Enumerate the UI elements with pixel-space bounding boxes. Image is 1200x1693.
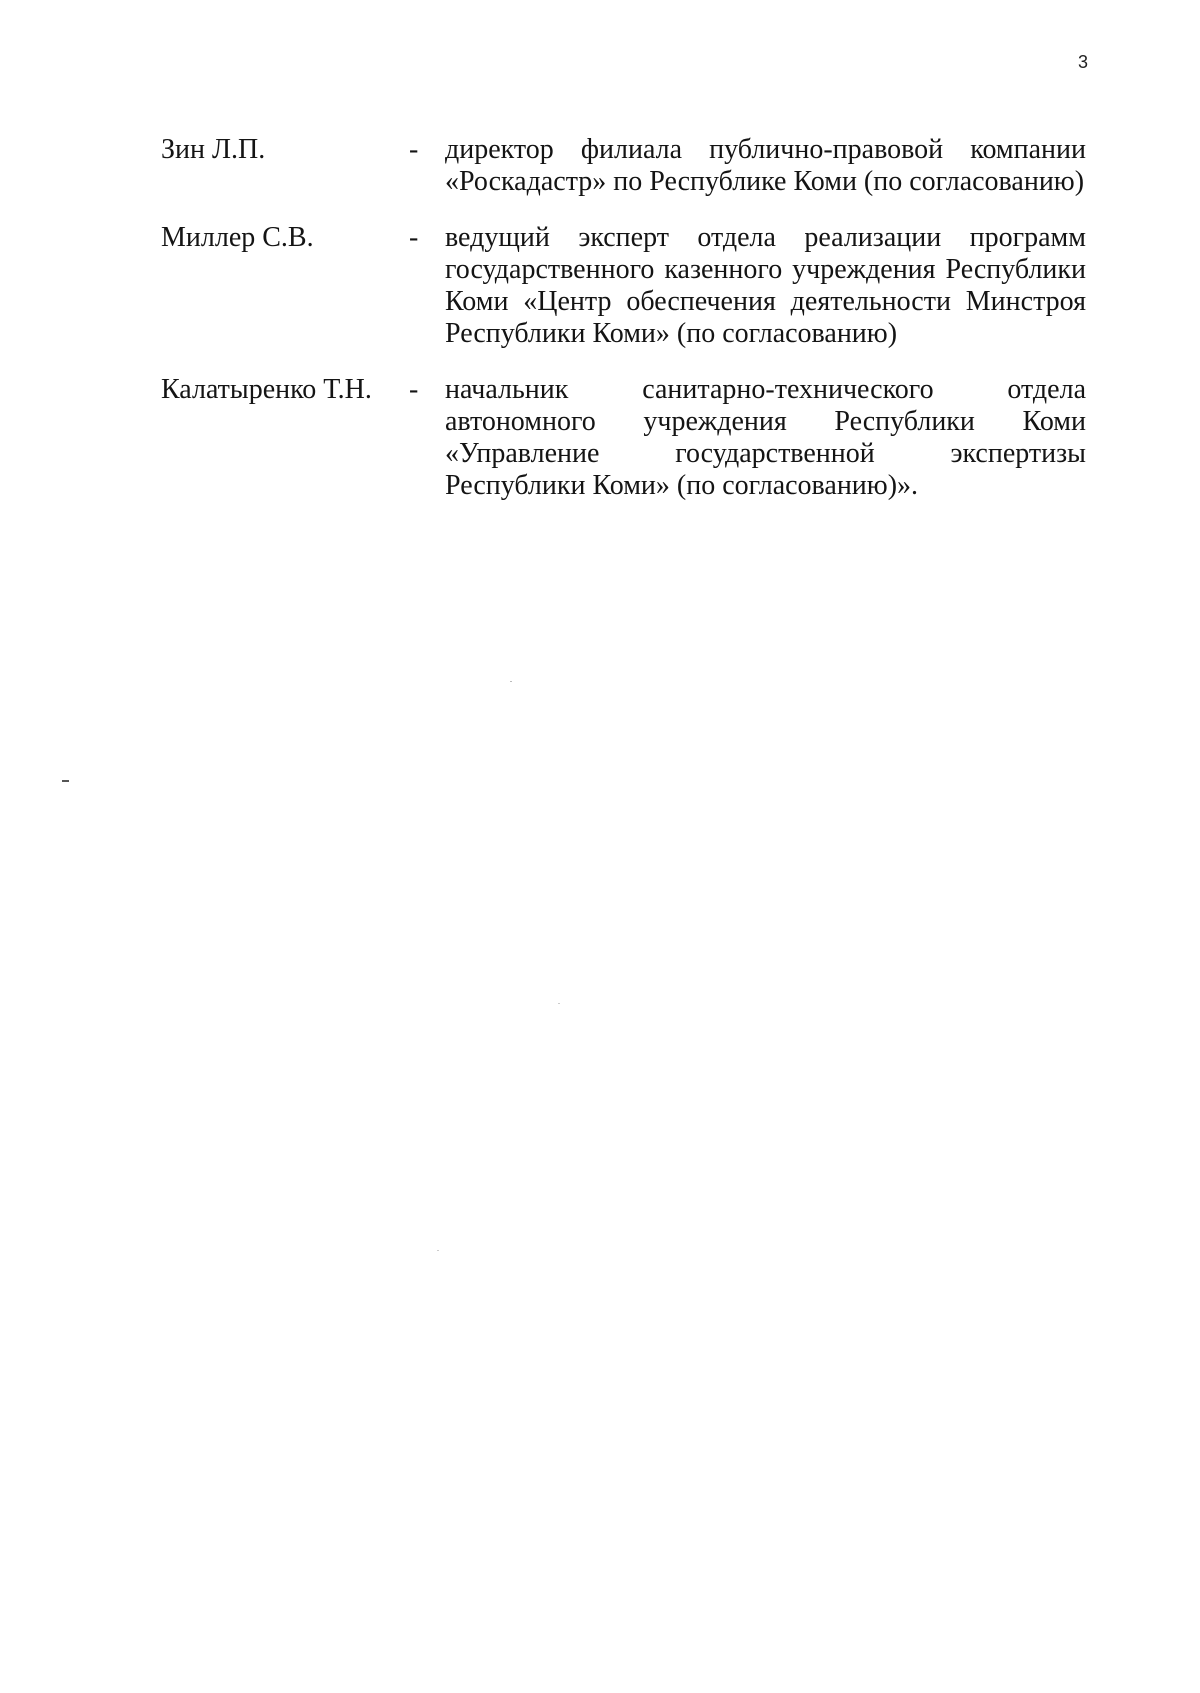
member-name: Калатыренко Т.Н.: [161, 374, 372, 405]
member-list: [161, 134, 1086, 526]
member-description: ведущий эксперт отдела реализации программ государственного казенного учреждения Республики Коми «Центр обеспечения деятельности Минстроя Республики Коми» (по согласованию): [445, 222, 1086, 349]
member-description: директор филиала публично-правовой компании «Роскадастр» по Республике Коми (по согласованию): [445, 134, 1086, 197]
scan-speck: [510, 681, 512, 682]
member-entry: [161, 374, 1086, 502]
scan-speck: [62, 780, 69, 782]
member-dash: -: [409, 374, 419, 405]
member-entry: [161, 222, 1086, 350]
member-dash: -: [409, 222, 419, 253]
scan-speck: [558, 1003, 560, 1004]
member-dash: -: [409, 134, 419, 165]
member-name: Миллер С.В.: [161, 222, 314, 253]
scan-speck: [437, 1250, 439, 1251]
member-description: начальник санитарно-технического отдела автономного учреждения Республики Коми «Управление государственной экспертизы Республики Коми» (по согласованию)».: [445, 374, 1086, 501]
member-entry: [161, 134, 1086, 198]
member-name: Зин Л.П.: [161, 134, 266, 165]
page-number: 3: [1078, 52, 1089, 72]
